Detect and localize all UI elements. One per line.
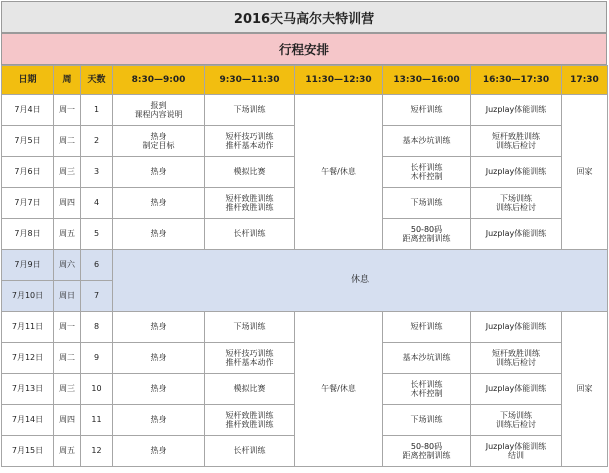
slot-4-cell-line: 下场训练 <box>410 415 443 425</box>
slot-2-cell <box>205 126 295 157</box>
week-cell: 周三 <box>54 157 81 188</box>
slot-1-cell-line: 报到 <box>150 100 167 110</box>
slot-4-cell-line: 长杆训练 <box>410 379 443 389</box>
week-cell: 周二 <box>54 343 81 374</box>
slot-5-cell-line: Juzplay体能训练 <box>485 229 547 239</box>
slot-4-cell-line: 50-80码 <box>410 224 443 234</box>
date-cell: 7月11日 <box>2 312 54 343</box>
date-cell: 7月8日 <box>2 219 54 250</box>
header-week: 周 <box>54 66 81 95</box>
day-cell: 10 <box>81 374 113 405</box>
lunch-cell: 午餐/休息 <box>295 312 383 467</box>
day-cell: 8 <box>81 312 113 343</box>
slot-2-cell-line: 推杆致胜训练 <box>225 203 274 212</box>
slot-4-cell <box>383 188 471 219</box>
slot-4-cell <box>383 157 471 188</box>
date-cell: 7月10日 <box>2 281 54 312</box>
day-cell: 6 <box>81 250 113 281</box>
rest-cell: 休息 <box>113 250 608 312</box>
slot-2-cell-line: 模拟比赛 <box>233 384 266 394</box>
slot-4-cell-line: 长杆训练 <box>410 162 443 172</box>
day-cell: 11 <box>81 405 113 436</box>
slot-2-cell <box>205 405 295 436</box>
week-cell: 周六 <box>54 250 81 281</box>
slot-5-cell <box>471 95 562 126</box>
slot-1-cell <box>113 343 205 374</box>
date-cell: 7月15日 <box>2 436 54 467</box>
slot-1-cell-line: 热身 <box>150 198 167 208</box>
slot-4-cell-line: 木杆控制 <box>410 389 443 398</box>
slot-4-cell <box>383 219 471 250</box>
slot-1-cell <box>113 405 205 436</box>
table-row <box>2 312 608 343</box>
slot-2-cell <box>205 157 295 188</box>
slot-4-cell-line: 距离控制训练 <box>402 451 451 460</box>
slot-2-cell-line: 短杆致胜训练 <box>225 410 274 420</box>
sheet-title: 2016天马高尔夫特训营 <box>1 1 607 33</box>
slot-1-cell-line: 热身 <box>150 229 167 239</box>
slot-5-cell <box>471 157 562 188</box>
slot-5-cell <box>471 126 562 157</box>
slot-2-cell-line: 下场训练 <box>233 105 266 115</box>
slot-2-cell <box>205 188 295 219</box>
slot-4-cell <box>383 126 471 157</box>
slot-4-cell <box>383 436 471 467</box>
slot-4-cell-line: 下场训练 <box>410 198 443 208</box>
slot-1-cell-line: 热身 <box>150 446 167 456</box>
date-cell: 7月5日 <box>2 126 54 157</box>
slot-2-cell <box>205 95 295 126</box>
slot-1-cell-line: 制定目标 <box>142 141 175 150</box>
slot-5-cell <box>471 374 562 405</box>
header-day: 天数 <box>81 66 113 95</box>
slot-2-cell <box>205 343 295 374</box>
slot-1-cell-line: 热身 <box>150 353 167 363</box>
slot-5-cell-line: 训练后检讨 <box>496 358 536 367</box>
slot-2-cell-line: 短杆技巧训练 <box>225 348 274 358</box>
slot-1-cell-line: 热身 <box>150 384 167 394</box>
day-cell: 4 <box>81 188 113 219</box>
day-cell: 2 <box>81 126 113 157</box>
schedule-table <box>1 65 608 467</box>
slot-4-cell-line: 木杆控制 <box>410 172 443 181</box>
slot-4-cell <box>383 312 471 343</box>
slot-5-cell <box>471 219 562 250</box>
table-row <box>2 250 608 281</box>
slot-5-cell-line: 训练后检讨 <box>496 203 536 212</box>
slot-4-cell-line: 短杆训练 <box>410 322 443 332</box>
date-cell: 7月12日 <box>2 343 54 374</box>
slot-2-cell-line: 短杆致胜训练 <box>225 193 274 203</box>
day-cell: 7 <box>81 281 113 312</box>
week-cell: 周三 <box>54 374 81 405</box>
slot-4-cell-line: 50-80码 <box>410 441 443 451</box>
slot-1-cell-line: 热身 <box>150 322 167 332</box>
week-cell: 周五 <box>54 219 81 250</box>
slot-5-cell-line: 短杆致胜训练 <box>492 348 540 358</box>
schedule-sheet <box>1 1 607 472</box>
week-cell: 周一 <box>54 312 81 343</box>
slot-1-cell <box>113 157 205 188</box>
header-slot-5: 16:30—17:30 <box>471 66 562 95</box>
date-cell: 7月7日 <box>2 188 54 219</box>
header-slot-4: 13:30—16:00 <box>383 66 471 95</box>
date-cell: 7月14日 <box>2 405 54 436</box>
slot-2-cell-line: 模拟比赛 <box>233 167 266 177</box>
day-cell: 1 <box>81 95 113 126</box>
week-cell: 周四 <box>54 405 81 436</box>
slot-5-cell <box>471 188 562 219</box>
slot-2-cell-line: 长杆训练 <box>233 446 266 456</box>
day-cell: 3 <box>81 157 113 188</box>
slot-4-cell <box>383 343 471 374</box>
day-cell: 5 <box>81 219 113 250</box>
slot-4-cell <box>383 405 471 436</box>
slot-1-cell <box>113 312 205 343</box>
slot-4-cell-line: 基本沙坑训练 <box>402 353 451 363</box>
section-title: 行程安排 <box>1 33 607 65</box>
slot-4-cell-line: 距离控制训练 <box>402 234 451 243</box>
slot-5-cell <box>471 312 562 343</box>
day-cell: 9 <box>81 343 113 374</box>
slot-5-cell-line: Juzplay体能训练 <box>485 322 547 332</box>
date-cell: 7月9日 <box>2 250 54 281</box>
slot-4-cell <box>383 374 471 405</box>
home-cell: 回家 <box>562 312 608 467</box>
lunch-cell: 午餐/休息 <box>295 95 383 250</box>
header-slot-3: 11:30—12:30 <box>295 66 383 95</box>
slot-2-cell-line: 长杆训练 <box>233 229 266 239</box>
home-cell: 回家 <box>562 95 608 250</box>
date-cell: 7月6日 <box>2 157 54 188</box>
slot-5-cell-line: Juzplay体能训练 <box>485 167 547 177</box>
slot-5-cell <box>471 436 562 467</box>
slot-1-cell-line: 热身 <box>150 415 167 425</box>
week-cell: 周一 <box>54 95 81 126</box>
slot-5-cell-line: Juzplay体能训练 <box>485 441 547 451</box>
slot-5-cell-line: 训练后检讨 <box>496 141 536 150</box>
slot-2-cell <box>205 436 295 467</box>
slot-2-cell-line: 短杆技巧训练 <box>225 131 274 141</box>
slot-5-cell-line: 下场训练 <box>500 410 532 420</box>
slot-1-cell-line: 热身 <box>150 131 167 141</box>
header-slot-6: 17:30 <box>562 66 608 95</box>
slot-1-cell <box>113 95 205 126</box>
week-cell: 周二 <box>54 126 81 157</box>
slot-5-cell <box>471 343 562 374</box>
slot-5-cell-line: 下场训练 <box>500 193 532 203</box>
date-cell: 7月13日 <box>2 374 54 405</box>
slot-5-cell-line: Juzplay体能训练 <box>485 384 547 394</box>
slot-2-cell <box>205 219 295 250</box>
slot-1-cell-line: 热身 <box>150 167 167 177</box>
slot-1-cell <box>113 374 205 405</box>
week-cell: 周五 <box>54 436 81 467</box>
slot-5-cell <box>471 405 562 436</box>
week-cell: 周四 <box>54 188 81 219</box>
slot-5-cell-line: 短杆致胜训练 <box>492 131 540 141</box>
slot-1-cell <box>113 188 205 219</box>
header-slot-2: 9:30—11:30 <box>205 66 295 95</box>
slot-5-cell-line: 训练后检讨 <box>496 420 536 429</box>
slot-2-cell-line: 下场训练 <box>233 322 266 332</box>
table-row <box>2 95 608 126</box>
slot-1-cell-line: 课程内容说明 <box>134 110 183 119</box>
header-row <box>2 66 608 95</box>
slot-2-cell-line: 推杆致胜训练 <box>225 420 274 429</box>
slot-2-cell-line: 推杆基本动作 <box>225 141 274 150</box>
header-slot-1: 8:30—9:00 <box>113 66 205 95</box>
day-cell: 12 <box>81 436 113 467</box>
slot-1-cell <box>113 436 205 467</box>
slot-5-cell-line: 结训 <box>508 451 524 460</box>
slot-4-cell <box>383 95 471 126</box>
slot-1-cell <box>113 126 205 157</box>
slot-4-cell-line: 基本沙坑训练 <box>402 136 451 146</box>
slot-1-cell <box>113 219 205 250</box>
slot-5-cell-line: Juzplay体能训练 <box>485 105 547 115</box>
week-cell: 周日 <box>54 281 81 312</box>
slot-2-cell <box>205 374 295 405</box>
slot-2-cell <box>205 312 295 343</box>
header-date: 日期 <box>2 66 54 95</box>
slot-2-cell-line: 推杆基本动作 <box>225 358 274 367</box>
date-cell: 7月4日 <box>2 95 54 126</box>
slot-4-cell-line: 短杆训练 <box>410 105 443 115</box>
